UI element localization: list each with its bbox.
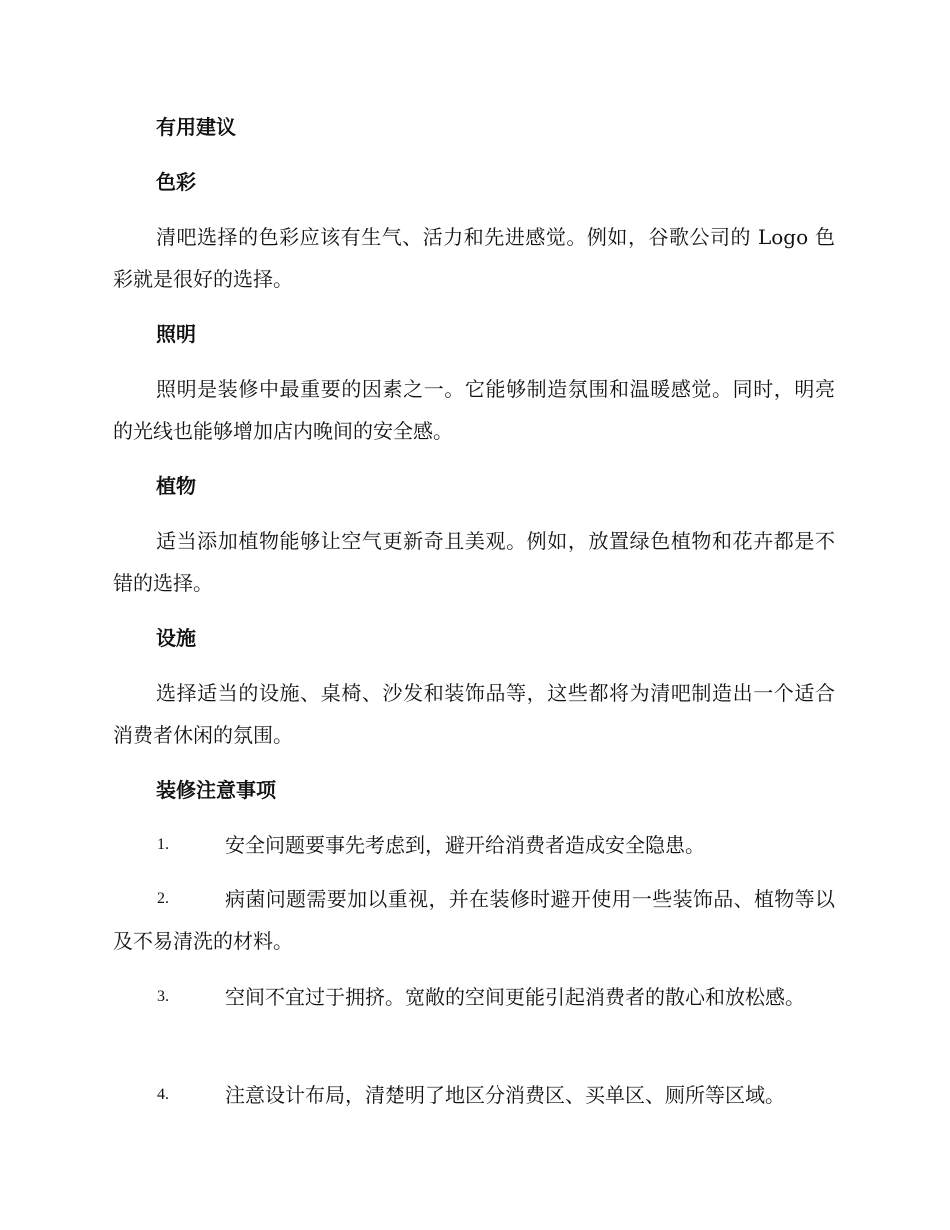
notes-heading: 装修注意事项 <box>156 778 276 802</box>
notes-list-item <box>113 824 835 866</box>
section-heading-plants: 植物 <box>156 474 196 498</box>
document-title: 有用建议 <box>156 115 236 139</box>
list-item-text: 安全问题要事先考虑到，避开给消费者造成安全隐患。 <box>225 833 705 857</box>
section-heading-color: 色彩 <box>156 170 196 194</box>
notes-list-item <box>113 1074 835 1116</box>
list-item-text: 注意设计布局，清楚明了地区分消费区、买单区、厕所等区域。 <box>225 1083 785 1107</box>
section-heading-facilities: 设施 <box>156 626 196 650</box>
list-item-text: 空间不宜过于拥挤。宽敞的空间更能引起消费者的散心和放松感。 <box>225 985 805 1009</box>
list-item-number: 2. <box>157 890 169 907</box>
notes-list-item <box>113 976 835 1018</box>
section-heading-lighting: 照明 <box>156 322 196 346</box>
list-item-text: 病菌问题需要加以重视，并在装修时避开使用一些装饰品、植物等以及不易清洗的材料。 <box>113 887 835 953</box>
list-item-number: 1. <box>157 836 169 853</box>
section-paragraph-lighting: 照明是装修中最重要的因素之一。它能够制造氛围和温暖感觉。同时，明亮的光线也能够增加店内晚间的安全感。 <box>113 377 835 443</box>
section-paragraph-plants: 适当添加植物能够让空气更新奇且美观。例如，放置绿色植物和花卉都是不错的选择。 <box>113 529 835 595</box>
section-paragraph-color: 清吧选择的色彩应该有生气、活力和先进感觉。例如，谷歌公司的 Logo 色彩就是很好的选择。 <box>113 225 835 291</box>
list-item-number: 4. <box>157 1086 169 1103</box>
list-item-number: 3. <box>157 988 169 1005</box>
notes-list-item <box>113 878 835 962</box>
section-paragraph-facilities: 选择适当的设施、桌椅、沙发和装饰品等，这些都将为清吧制造出一个适合消费者休闲的氛围。 <box>113 681 835 747</box>
